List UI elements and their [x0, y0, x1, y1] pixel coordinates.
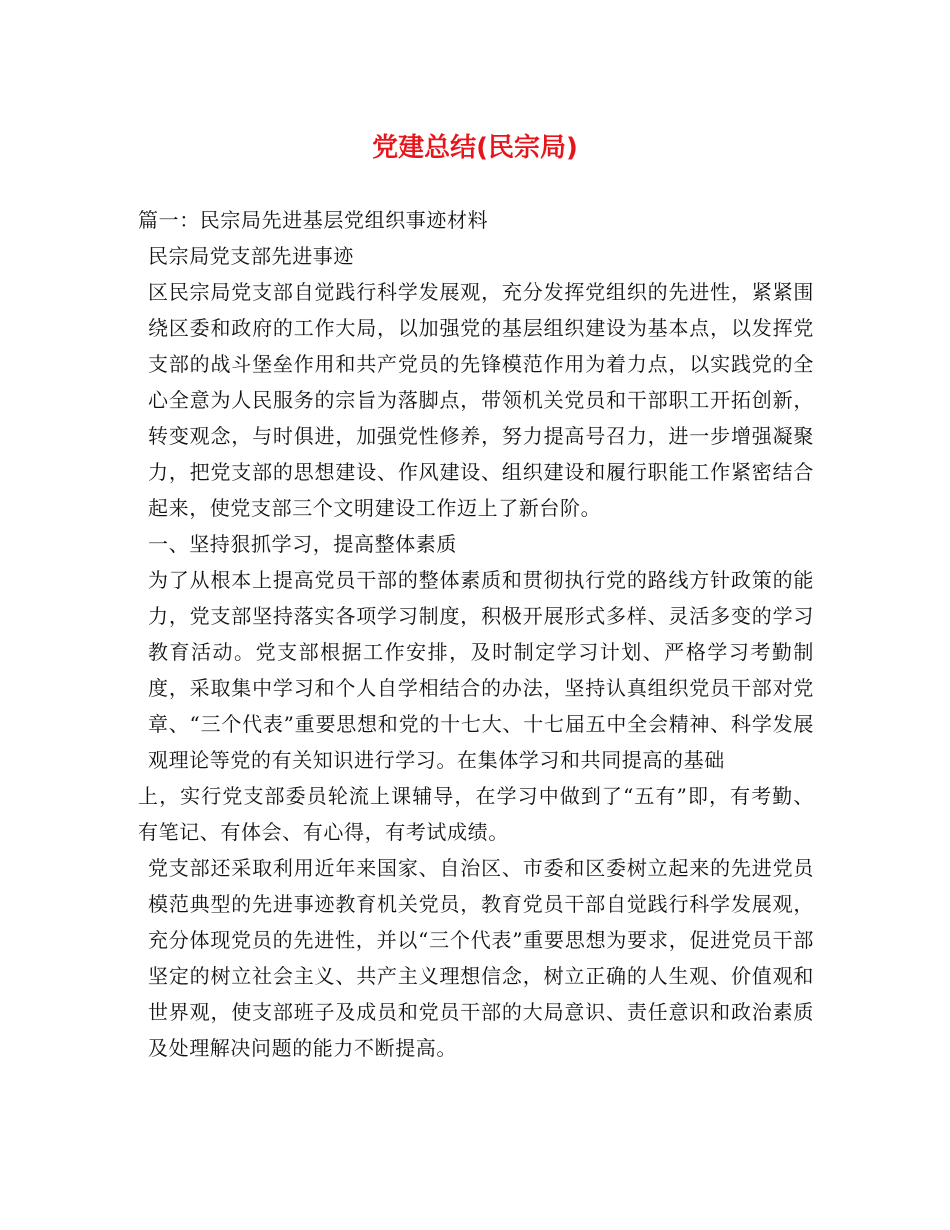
subheading-branch-deeds: 民宗局党支部先进事迹: [148, 244, 354, 268]
section-heading-part-one: 篇一：民宗局先进基层党组织事迹材料: [138, 208, 489, 232]
paragraph-study: 为了从根本上提高党员干部的整体素质和贯彻执行党的路线方针政策的能力，党支部坚持落实各项学习制度，积极开展形式多样、灵活多变的学习教育活动。党支部根据工作安排，及时制定学习计划、严格学习考勤制度，采取集中学习和个人自学相结合的办法，坚持认真组织党员干部对党章、“三个代表”重要思想和党的十七大、十七届五中全会精神、科学发展观理论等党的有关知识进行学习。在集体学习和共同提高的基础: [148, 568, 814, 772]
section-heading-study: 一、坚持狠抓学习，提高整体素质: [148, 532, 457, 556]
paragraph-model-education: 党支部还采取利用近年来国家、自治区、市委和区委树立起来的先进党员模范典型的先进事迹教育机关党员，教育党员干部自觉践行科学发展观，充分体现党员的先进性，并以“三个代表”重要思想为要求，促进党员干部坚定的树立社会主义、共产主义理想信念，树立正确的人生观、价值观和世界观，使支部班子及成员和党员干部的大局意识、责任意识和政治素质及处理解决问题的能力不断提高。: [148, 856, 814, 1060]
paragraph-intro: 区民宗局党支部自觉践行科学发展观，充分发挥党组织的先进性，紧紧围绕区委和政府的工作大局，以加强党的基层组织建设为基本点，以发挥党支部的战斗堡垒作用和共产党员的先锋模范作用为着力点，以实践党的全心全意为人民服务的宗旨为落脚点，带领机关党员和干部职工开拓创新，转变观念，与时俱进，加强党性修养，努力提高号召力，进一步增强凝聚力，把党支部的思想建设、作风建设、组织建设和履行职能工作紧密结合起来，使党支部三个文明建设工作迈上了新台阶。: [148, 280, 814, 520]
document-title: 党建总结(民宗局): [372, 133, 578, 163]
document-body: [138, 202, 814, 1066]
paragraph-study-continued: 上，实行党支部委员轮流上课辅导，在学习中做到了“五有”即，有考勤、有笔记、有体会、有心得，有考试成绩。: [138, 784, 814, 844]
